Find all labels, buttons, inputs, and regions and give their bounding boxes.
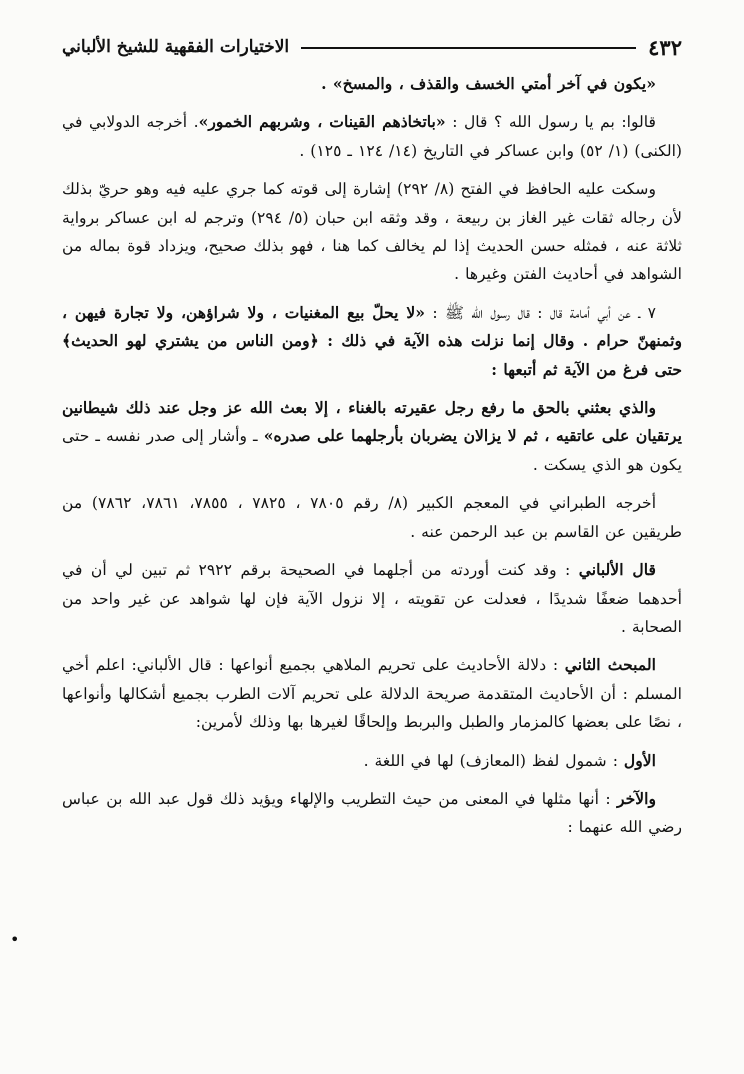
paragraph-1	[62, 70, 682, 98]
page-header	[62, 30, 682, 64]
page-number: ٤٣٢	[648, 34, 682, 60]
bold-text-segment: الأول	[623, 750, 656, 770]
text-segment: قالوا: بم يا رسول الله ؟ قال :	[445, 113, 656, 132]
running-title: الاختيارات الفقهية للشيخ الألباني	[62, 37, 290, 57]
book-page	[62, 30, 682, 1040]
paragraph-7	[62, 556, 682, 641]
text-segment: وسكت عليه الحافظ في الفتح (٨/ ٢٩٢) إشارة إلى قوته كما جري عليه فيه وهو حريّ بذلك لأن رجاله ثقات غير الغاز بن ربيعة ، وقد وثقه ابن حبان (٥/ ٢٩٤) وترجم له ابن عساكر برواية ثلاثة عنه ، فمثله حسن الحديث إذا لم يخالف كما هنا ، فهو بذلك صحيح، ويزداد قوة بماله من الشواهد في أحاديث الفتن وغيرها .	[62, 180, 682, 284]
paragraph-9	[62, 747, 682, 775]
text-segment: : وقد كنت أوردته من أجلهما في الصحيحة برقم ٢٩٢٢ ثم تبين لي أن في أحدهما ضعفًا شديدًا ، فعدلت عن تقويته ، إلا نزول الآية فإن لها شواهد عن غير واحد من الصحابة .	[62, 561, 682, 636]
text-segment: : شمول لفظ (المعازف) لها في اللغة .	[363, 751, 624, 770]
header-rule	[301, 47, 636, 49]
paragraph-2	[62, 108, 682, 165]
paragraph-5	[62, 394, 682, 479]
bold-text-segment: والذي بعثني بالحق ما رفع رجل عقيرته بالغناء ، إلا بعث الله عز وجل عند ذلك شيطانين يرتقيان على عاتقيه ، ثم لا يزالان يضربان بأرجلهما على صدره»	[62, 398, 682, 446]
text-segment: أخرجه الطبراني في المعجم الكبير (٨/ رقم ٧٨٠٥ ، ٧٨٢٥ ، ٧٨٥٥، ٧٨٦١، ٧٨٦٢) من طريقين عن القاسم بن عبد الرحمن عنه .	[62, 494, 682, 541]
bold-text-segment: «يكون في آخر أمتي الخسف والقذف ، والمسخ» .	[321, 74, 656, 93]
text-segment: . أخرجه الدولابي في (الكنى) (١/ ٥٢) وابن عساكر في التاريخ (١٤/ ١٢٤ ـ ١٢٥) .	[62, 113, 682, 160]
text-segment: : دلالة الأحاديث على تحريم الملاهي بجميع أنواعها : قال الألباني: اعلم أخي المسلم : أن الأحاديث المتقدمة صريحة الدلالة على تحريم آلات الطرب بجميع أشكالها وأنواعها ، نصًا على بعضها كالمزمار والطبل والبربط وإلحاقًا لغيرها بها وذلك لأمرين:	[62, 656, 682, 732]
bold-text-segment: المبحث الثاني	[564, 655, 656, 675]
bold-text-segment: قال الألباني	[578, 560, 656, 580]
text-segment: ـ وأشار إلى صدر نفسه ـ حتى يكون هو الذي يسكت .	[62, 427, 682, 474]
paragraph-8	[62, 651, 682, 736]
bold-text-segment: «لا يحلّ بيع المغنيات ، ولا شراؤهن، ولا تجارة فيهن ، وثمنهنّ حرام . وقال إنما نزلت هذه الآية في ذلك : ﴿ومن الناس من يشتري لهو الحديث﴾ حتى فرغ من الآية ثم أتبعها :	[62, 302, 682, 379]
paragraph-4	[62, 299, 682, 384]
text-segment: ٧ ـ عن أبي أمامة قال : قال رسول الله ﷺ :	[425, 303, 656, 322]
paragraph-3	[62, 175, 682, 289]
body-text	[62, 70, 682, 842]
bold-text-segment: والآخر	[617, 788, 656, 808]
text-segment: : أنها مثلها في المعنى من حيث التطريب والإلهاء ويؤيد ذلك قول عبد الله بن عباس رضي الله عنهما :	[62, 789, 682, 837]
paragraph-6	[62, 489, 682, 546]
margin-dot: •	[10, 930, 20, 949]
paragraph-10	[62, 785, 682, 842]
bold-text-segment: «باتخاذهم القينات ، وشربهم الخمور»	[198, 112, 446, 132]
